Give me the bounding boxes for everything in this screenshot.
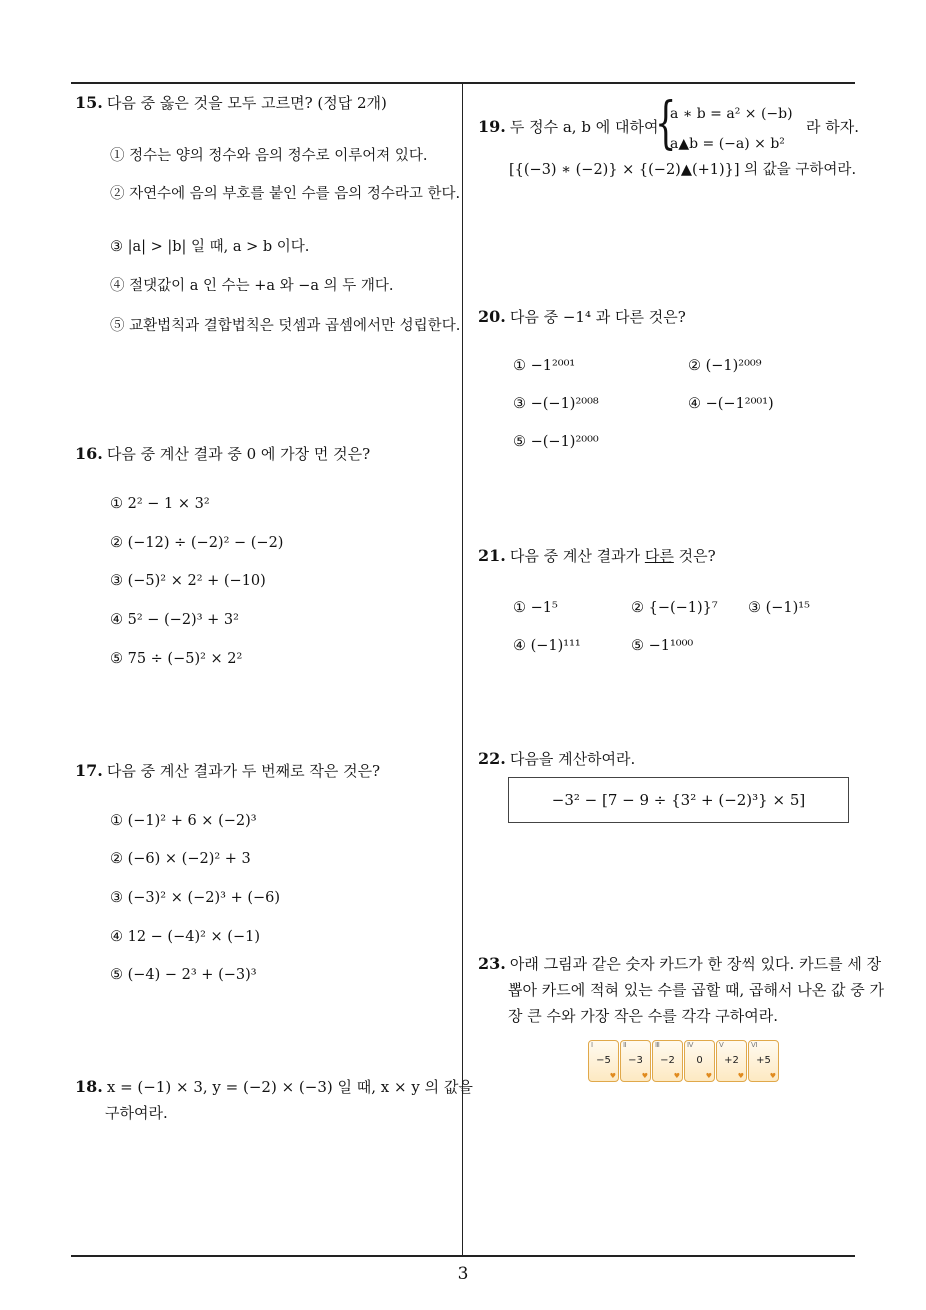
q19-definition-1: a ∗ b = a² × (−b) bbox=[670, 106, 793, 122]
question-number: 16. bbox=[75, 444, 103, 463]
card-value: −5 bbox=[596, 1055, 611, 1066]
question-19 bbox=[478, 114, 658, 140]
q21-option-2: ② {−(−1)}⁷ bbox=[631, 600, 718, 616]
question-16 bbox=[75, 441, 455, 467]
q16-option-3: ③ (−5)² × 2² + (−10) bbox=[110, 573, 266, 589]
q17-option-2: ② (−6) × (−2)² + 3 bbox=[110, 851, 251, 867]
question-text-end: 것은? bbox=[678, 547, 716, 565]
q19-definition-2: a▲b = (−a) × b² bbox=[670, 136, 785, 152]
question-number: 21. bbox=[478, 546, 506, 565]
card-value: 0 bbox=[696, 1055, 703, 1066]
q17-option-1: ① (−1)² + 6 × (−2)³ bbox=[110, 813, 257, 829]
number-card: Ⅴ +2 ♥ bbox=[716, 1040, 747, 1082]
q20-option-5: ⑤ −(−1)²⁰⁰⁰ bbox=[513, 434, 599, 450]
q20-option-2: ② (−1)²⁰⁰⁹ bbox=[688, 358, 762, 374]
question-text: 다음 중 옳은 것을 모두 고르면? (정답 2개) bbox=[106, 94, 387, 112]
question-17 bbox=[75, 758, 455, 784]
question-number: 22. bbox=[478, 749, 506, 768]
q21-option-5: ⑤ −1¹⁰⁰⁰ bbox=[631, 638, 694, 654]
underlined-word: 다른 bbox=[644, 547, 674, 565]
number-card: Ⅰ −5 ♥ bbox=[588, 1040, 619, 1082]
question-number: 20. bbox=[478, 307, 506, 326]
question-text: 두 정수 a, b 에 대하여 bbox=[509, 118, 659, 136]
q17-option-4: ④ 12 − (−4)² × (−1) bbox=[110, 929, 260, 945]
q15-option-5: ⑤ 교환법칙과 결합법칙은 덧셈과 곱셈에서만 성립한다. bbox=[110, 318, 461, 334]
question-text: 다음을 계산하여라. bbox=[509, 750, 636, 768]
system-brace: { bbox=[655, 91, 677, 156]
question-text: 아래 그림과 같은 숫자 카드가 한 장씩 있다. 카드를 세 장 뽑아 카드에 적혀 있는 수를 곱할 때, 곱해서 나온 값 중 가장 큰 수와 가장 작은 수를 각각 구하여라. bbox=[508, 955, 884, 1025]
question-18 bbox=[75, 1074, 487, 1126]
q16-option-2: ② (−12) ÷ (−2)² − (−2) bbox=[110, 535, 284, 551]
question-22 bbox=[478, 746, 635, 772]
top-rule bbox=[71, 82, 855, 84]
number-card: Ⅵ +5 ♥ bbox=[748, 1040, 779, 1082]
card-value: −3 bbox=[628, 1055, 643, 1066]
question-23 bbox=[478, 951, 892, 1029]
question-text: 다음 중 계산 결과가 두 번째로 작은 것은? bbox=[106, 762, 381, 780]
q17-option-3: ③ (−3)² × (−2)³ + (−6) bbox=[110, 890, 281, 906]
question-number: 18. bbox=[75, 1077, 103, 1096]
number-card: Ⅱ −3 ♥ bbox=[620, 1040, 651, 1082]
question-text: x = (−1) × 3, y = (−2) × (−3) 일 때, x × y 의 값을 구하여라. bbox=[105, 1078, 473, 1122]
question-text: 다음 중 −1⁴ 과 다른 것은? bbox=[509, 308, 686, 326]
q21-option-1: ① −1⁵ bbox=[513, 600, 558, 616]
q16-option-5: ⑤ 75 ÷ (−5)² × 2² bbox=[110, 651, 243, 667]
card-value: +5 bbox=[756, 1055, 771, 1066]
question-text: 다음 중 계산 결과 중 0 에 가장 먼 것은? bbox=[106, 445, 371, 463]
page-number: 3 bbox=[457, 1264, 469, 1284]
q17-option-5: ⑤ (−4) − 2³ + (−3)³ bbox=[110, 967, 257, 983]
q16-option-1: ① 2² − 1 × 3² bbox=[110, 496, 210, 512]
q19-expression: [{(−3) ∗ (−2)} × {(−2)▲(+1)}] 의 값을 구하여라. bbox=[509, 162, 857, 178]
question-21 bbox=[478, 543, 716, 569]
q20-option-1: ① −1²⁰⁰¹ bbox=[513, 358, 576, 374]
card-value: +2 bbox=[724, 1055, 739, 1066]
q21-option-4: ④ (−1)¹¹¹ bbox=[513, 638, 581, 654]
q15-option-3: ③ |a| > |b| 일 때, a > b 이다. bbox=[110, 239, 310, 255]
question-text: 다음 중 계산 결과가 bbox=[509, 547, 641, 565]
question-number: 15. bbox=[75, 93, 103, 112]
number-card: Ⅳ 0 ♥ bbox=[684, 1040, 715, 1082]
question-number: 17. bbox=[75, 761, 103, 780]
number-card: Ⅲ −2 ♥ bbox=[652, 1040, 683, 1082]
question-number: 19. bbox=[478, 117, 506, 136]
q20-option-3: ③ −(−1)²⁰⁰⁸ bbox=[513, 396, 599, 412]
q15-option-4: ④ 절댓값이 a 인 수는 +a 와 −a 의 두 개다. bbox=[110, 278, 394, 294]
question-20 bbox=[478, 304, 686, 330]
question-number: 23. bbox=[478, 954, 506, 973]
q15-option-1: ① 정수는 양의 정수와 음의 정수로 이루어져 있다. bbox=[110, 148, 428, 164]
q22-expression-box: −3² − [7 − 9 ÷ {3² + (−2)³} × 5] bbox=[508, 777, 849, 823]
q15-option-2: ② 자연수에 음의 부호를 붙인 수를 음의 정수라고 한다. bbox=[110, 186, 461, 202]
card-value: −2 bbox=[660, 1055, 675, 1066]
q20-option-4: ④ −(−1²⁰⁰¹) bbox=[688, 396, 774, 412]
q16-option-4: ④ 5² − (−2)³ + 3² bbox=[110, 612, 239, 628]
question-15 bbox=[75, 90, 455, 116]
q19-text-suffix: 라 하자. bbox=[806, 118, 860, 136]
q21-option-3: ③ (−1)¹⁵ bbox=[748, 600, 810, 616]
bottom-rule bbox=[71, 1255, 855, 1257]
